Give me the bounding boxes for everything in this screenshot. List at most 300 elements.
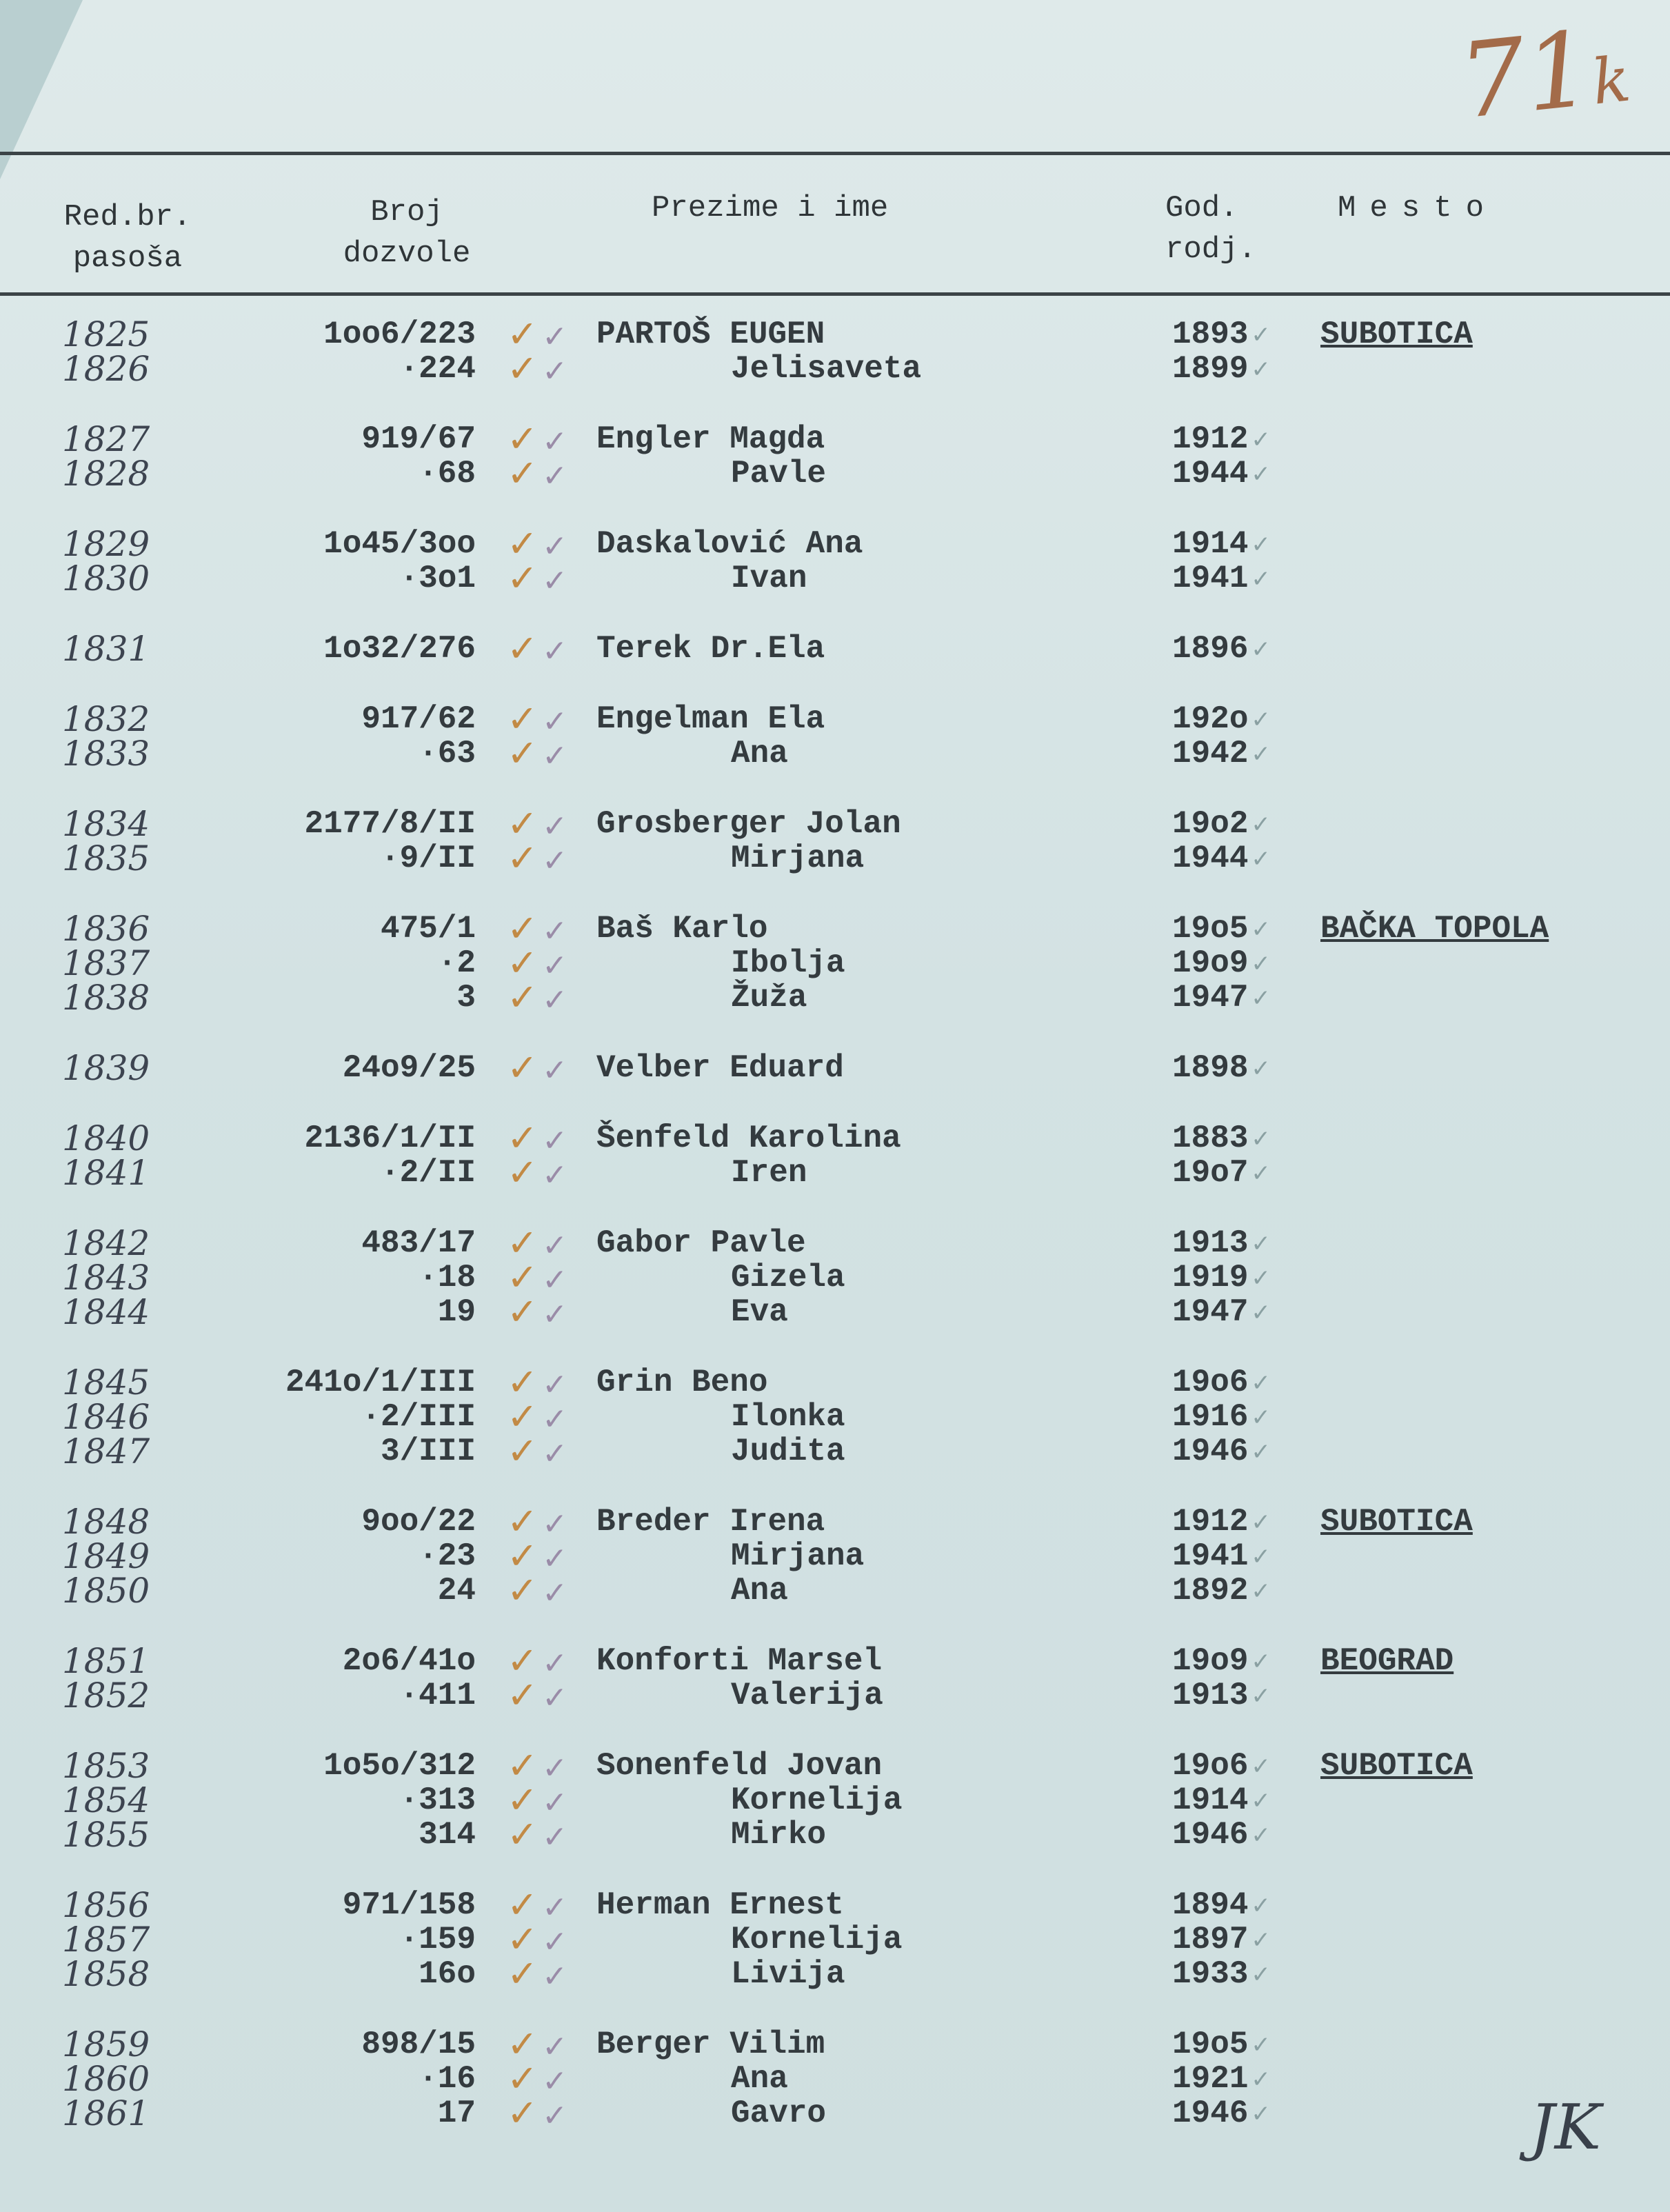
passport-number: 1836	[62, 909, 150, 949]
permit-number: 1o5o/312	[323, 1748, 476, 1784]
birth-year-value: 1919	[1172, 1260, 1249, 1296]
small-check-icon: ✓	[1251, 1892, 1271, 1920]
birth-year	[1172, 2062, 1269, 2097]
person-name: Engler Magda	[596, 421, 825, 457]
check-mark-icon: ✓ ✓	[507, 1256, 568, 1299]
person-name: Gabor Pavle	[596, 1225, 806, 1261]
birth-year	[1172, 1783, 1269, 1818]
person-name: Baš Karlo	[596, 911, 768, 947]
birth-year-value: 1899	[1172, 351, 1249, 387]
page-number	[1453, 6, 1634, 143]
small-check-icon: ✓	[1251, 461, 1271, 488]
small-check-icon: ✓	[1251, 2031, 1271, 2059]
place-of-residence: BAČKA TOPOLA	[1320, 911, 1549, 947]
birth-year	[1172, 1051, 1269, 1086]
check-mark-icon: ✓ ✓	[507, 907, 568, 950]
person-name: Herman Ernest	[596, 1887, 844, 1923]
passport-number: 1832	[62, 699, 150, 739]
table-row	[0, 1883, 1670, 1927]
entry-group	[0, 1046, 1670, 1089]
birth-year	[1172, 1644, 1269, 1679]
passport-number: 1825	[62, 314, 150, 354]
table-row	[0, 417, 1670, 461]
passport-number: 1846	[62, 1397, 150, 1437]
entry-group	[0, 1744, 1670, 1856]
check-mark-icon: ✓ ✓	[507, 1952, 568, 1995]
permit-number: ·23	[419, 1538, 476, 1574]
permit-number: 3/III	[380, 1434, 476, 1469]
person-name: Ana	[731, 1573, 788, 1609]
passport-number: 1835	[62, 838, 150, 878]
birth-year	[1172, 1400, 1269, 1435]
permit-number: 2o6/41o	[342, 1643, 476, 1679]
person-name: Breder Irena	[596, 1504, 825, 1540]
permit-number: 24o9/25	[342, 1050, 476, 1086]
small-check-icon: ✓	[1251, 1753, 1271, 1780]
small-check-icon: ✓	[1251, 1822, 1271, 1849]
check-mark-icon: ✓ ✓	[507, 1151, 568, 1194]
person-name: Grin Beno	[596, 1365, 768, 1400]
birth-year	[1172, 456, 1269, 492]
passport-number: 1838	[62, 978, 150, 1018]
check-mark-icon: ✓ ✓	[507, 1429, 568, 1473]
birth-year-value: 1914	[1172, 1782, 1249, 1818]
birth-year	[1172, 1539, 1269, 1574]
small-check-icon: ✓	[1251, 531, 1271, 559]
person-name: Mirjana	[731, 1538, 865, 1574]
table-row	[0, 1673, 1670, 1717]
entry-group	[0, 522, 1670, 600]
check-mark-icon: ✓ ✓	[507, 1395, 568, 1438]
entry-group	[0, 907, 1670, 1019]
passport-number: 1830	[62, 559, 150, 599]
small-check-icon: ✓	[1251, 1369, 1271, 1397]
small-check-icon: ✓	[1251, 1787, 1271, 1815]
table-row	[0, 522, 1670, 565]
birth-year-value: 19o2	[1172, 806, 1249, 842]
check-mark-icon: ✓ ✓	[507, 1813, 568, 1856]
birth-year	[1172, 2027, 1269, 2062]
person-name: PARTOŠ EUGEN	[596, 316, 825, 352]
place-of-residence: SUBOTICA	[1320, 1748, 1473, 1784]
permit-number: ·16	[419, 2061, 476, 2097]
place-of-residence: SUBOTICA	[1320, 316, 1473, 352]
permit-number: 1oo6/223	[323, 316, 476, 352]
permit-number: ·224	[399, 351, 476, 387]
check-mark-icon: ✓ ✓	[507, 2022, 568, 2066]
check-mark-icon: ✓ ✓	[507, 976, 568, 1019]
small-check-icon: ✓	[1251, 321, 1271, 349]
small-check-icon: ✓	[1251, 1299, 1271, 1327]
table-row	[0, 2022, 1670, 2066]
person-name: Terek Dr.Ela	[596, 631, 825, 667]
birth-year	[1172, 527, 1269, 562]
passport-number: 1843	[62, 1258, 150, 1298]
permit-number: ·2/II	[380, 1155, 476, 1191]
small-check-icon: ✓	[1251, 1438, 1271, 1466]
person-name: Kornelija	[731, 1922, 903, 1958]
permit-number: 919/67	[361, 421, 476, 457]
table-row	[0, 907, 1670, 950]
passport-number: 1829	[62, 524, 150, 564]
entry-group	[0, 802, 1670, 880]
birth-year-value: 1914	[1172, 526, 1249, 562]
small-check-icon: ✓	[1251, 1961, 1271, 1989]
passport-number: 1848	[62, 1502, 150, 1542]
small-check-icon: ✓	[1251, 2100, 1271, 2128]
small-check-icon: ✓	[1251, 950, 1271, 978]
small-check-icon: ✓	[1251, 1125, 1271, 1153]
check-mark-icon: ✓ ✓	[507, 1290, 568, 1334]
birth-year	[1172, 2096, 1269, 2131]
birth-year-value: 192o	[1172, 701, 1249, 737]
person-name: Gavro	[731, 2095, 827, 2131]
passport-number: 1852	[62, 1676, 150, 1716]
birth-year-value: 1898	[1172, 1050, 1249, 1086]
permit-number: 917/62	[361, 701, 476, 737]
birth-year-value: 1912	[1172, 421, 1249, 457]
passport-number: 1851	[62, 1641, 150, 1681]
birth-year-value: 1944	[1172, 456, 1249, 492]
check-mark-icon: ✓ ✓	[507, 312, 568, 356]
table-row	[0, 1360, 1670, 1404]
birth-year	[1172, 1260, 1269, 1296]
table-row	[0, 1429, 1670, 1473]
check-mark-icon: ✓ ✓	[507, 732, 568, 775]
table-row	[0, 1534, 1670, 1578]
birth-year	[1172, 1226, 1269, 1261]
birth-year	[1172, 1922, 1269, 1958]
birth-year	[1172, 352, 1269, 387]
person-name: Žuža	[731, 980, 807, 1016]
header-top-rule	[0, 152, 1670, 155]
permit-number: ·9/II	[380, 841, 476, 876]
passport-number: 1860	[62, 2059, 150, 2099]
entry-group	[0, 1360, 1670, 1473]
person-name: Jelisaveta	[731, 351, 922, 387]
table-row	[0, 1918, 1670, 1961]
person-name: Grosberger Jolan	[596, 806, 901, 842]
page-number-value: 71	[1453, 9, 1598, 143]
permit-number: ·313	[399, 1782, 476, 1818]
birth-year-value: 1933	[1172, 1956, 1249, 1992]
table-row	[0, 452, 1670, 495]
permit-number: 24	[437, 1573, 476, 1609]
table-row	[0, 697, 1670, 741]
person-name: Pavle	[731, 456, 827, 492]
birth-year	[1172, 1505, 1269, 1540]
passport-number: 1850	[62, 1571, 150, 1611]
birth-year	[1172, 912, 1269, 947]
person-name: Berger Vilim	[596, 2027, 825, 2062]
small-check-icon: ✓	[1251, 1648, 1271, 1676]
birth-year	[1172, 702, 1269, 737]
birth-year-value: 19o6	[1172, 1748, 1249, 1784]
birth-year	[1172, 1121, 1269, 1156]
small-check-icon: ✓	[1251, 845, 1271, 873]
passport-number: 1859	[62, 2024, 150, 2064]
small-check-icon: ✓	[1251, 636, 1271, 663]
page-number-suffix: k	[1588, 43, 1633, 119]
table-row	[0, 1221, 1670, 1265]
permit-number: ·3o1	[399, 561, 476, 596]
passport-number: 1839	[62, 1048, 150, 1088]
entry-group	[0, 417, 1670, 495]
check-mark-icon: ✓ ✓	[507, 1116, 568, 1160]
passport-number: 1837	[62, 943, 150, 983]
birth-year	[1172, 1678, 1269, 1713]
table-row	[0, 627, 1670, 670]
small-check-icon: ✓	[1251, 741, 1271, 768]
birth-year-value: 1896	[1172, 631, 1249, 667]
birth-year-value: 19o7	[1172, 1155, 1249, 1191]
table-row	[0, 976, 1670, 1019]
table-row	[0, 556, 1670, 600]
small-check-icon: ✓	[1251, 1404, 1271, 1431]
place-of-residence: BEOGRAD	[1320, 1643, 1454, 1679]
check-mark-icon: ✓ ✓	[507, 1360, 568, 1404]
permit-number: 241o/1/III	[285, 1365, 476, 1400]
check-mark-icon: ✓ ✓	[507, 697, 568, 741]
table-row	[0, 1151, 1670, 1194]
small-check-icon: ✓	[1251, 1509, 1271, 1536]
birth-year-value: 1892	[1172, 1573, 1249, 1609]
table-row	[0, 1256, 1670, 1299]
table-row	[0, 1290, 1670, 1334]
birth-year-value: 19o6	[1172, 1365, 1249, 1400]
check-mark-icon: ✓ ✓	[507, 417, 568, 461]
permit-number: ·2	[437, 945, 476, 981]
small-check-icon: ✓	[1251, 706, 1271, 734]
small-check-icon: ✓	[1251, 565, 1271, 593]
birth-year-value: 19o5	[1172, 2027, 1249, 2062]
table-row	[0, 1500, 1670, 1543]
permit-number: ·63	[419, 736, 476, 772]
birth-year	[1172, 841, 1269, 876]
person-name: Sonenfeld Jovan	[596, 1748, 883, 1784]
permit-number: 1o45/3oo	[323, 526, 476, 562]
table-row	[0, 1569, 1670, 1612]
table-row	[0, 1116, 1670, 1160]
check-mark-icon: ✓ ✓	[507, 941, 568, 985]
check-mark-icon: ✓ ✓	[507, 1918, 568, 1961]
birth-year	[1172, 1295, 1269, 1330]
small-check-icon: ✓	[1251, 1578, 1271, 1605]
table-row	[0, 347, 1670, 390]
permit-number: 898/15	[361, 2027, 476, 2062]
check-mark-icon: ✓ ✓	[507, 2091, 568, 2135]
entry-group	[0, 627, 1670, 670]
small-check-icon: ✓	[1251, 1230, 1271, 1258]
passport-number: 1840	[62, 1118, 150, 1158]
birth-year-value: 1941	[1172, 1538, 1249, 1574]
check-mark-icon: ✓ ✓	[507, 452, 568, 495]
birth-year-value: 1947	[1172, 980, 1249, 1016]
birth-year	[1172, 1156, 1269, 1191]
passport-number: 1834	[62, 804, 150, 844]
birth-year-value: 1913	[1172, 1678, 1249, 1713]
permit-number: 19	[437, 1294, 476, 1330]
passport-number: 1847	[62, 1431, 150, 1471]
birth-year-value: 1893	[1172, 316, 1249, 352]
header-godina-rodjenja: God. rodj.	[1165, 191, 1257, 267]
passport-number: 1854	[62, 1780, 150, 1820]
person-name: Ilonka	[731, 1399, 845, 1435]
birth-year	[1172, 561, 1269, 596]
table-row	[0, 1395, 1670, 1438]
entry-group	[0, 1221, 1670, 1334]
table-row	[0, 802, 1670, 845]
person-name: Ana	[731, 2061, 788, 2097]
birth-year-value: 1944	[1172, 841, 1249, 876]
permit-number: 475/1	[380, 911, 476, 947]
birth-year-value: 19o9	[1172, 945, 1249, 981]
check-mark-icon: ✓ ✓	[507, 1673, 568, 1717]
small-check-icon: ✓	[1251, 1682, 1271, 1710]
permit-number: 3	[456, 980, 476, 1016]
birth-year	[1172, 1749, 1269, 1784]
birth-year-value: 1947	[1172, 1294, 1249, 1330]
passport-number: 1844	[62, 1292, 150, 1332]
birth-year-value: 1921	[1172, 2061, 1249, 2097]
birth-year-value: 1897	[1172, 1922, 1249, 1958]
birth-year	[1172, 1434, 1269, 1469]
table-row	[0, 836, 1670, 880]
header-red-br: Red.br. pasoša	[63, 200, 192, 276]
small-check-icon: ✓	[1251, 1160, 1271, 1187]
passport-number: 1861	[62, 2093, 150, 2133]
header-prezime-ime: Prezime i ime	[652, 191, 889, 225]
birth-year	[1172, 1818, 1269, 1853]
birth-year-value: 1942	[1172, 736, 1249, 772]
person-name: Ibolja	[731, 945, 845, 981]
check-mark-icon: ✓ ✓	[507, 347, 568, 390]
check-mark-icon: ✓ ✓	[507, 1883, 568, 1927]
small-check-icon: ✓	[1251, 1543, 1271, 1571]
birth-year-value: 19o5	[1172, 911, 1249, 947]
small-check-icon: ✓	[1251, 356, 1271, 383]
permit-number: 2136/1/II	[304, 1120, 476, 1156]
check-mark-icon: ✓ ✓	[507, 1534, 568, 1578]
table-row	[0, 941, 1670, 985]
permit-number: ·68	[419, 456, 476, 492]
person-name: Velber Eduard	[596, 1050, 844, 1086]
entry-group	[0, 1883, 1670, 1995]
check-mark-icon: ✓ ✓	[507, 1046, 568, 1089]
person-name: Ana	[731, 736, 788, 772]
check-mark-icon: ✓ ✓	[507, 627, 568, 670]
person-name: Iren	[731, 1155, 807, 1191]
check-mark-icon: ✓ ✓	[507, 556, 568, 600]
passport-number: 1826	[62, 349, 150, 389]
passport-number: 1858	[62, 1954, 150, 1994]
person-name: Kornelija	[731, 1782, 903, 1818]
check-mark-icon: ✓ ✓	[507, 2057, 568, 2100]
table-row	[0, 1046, 1670, 1089]
birth-year	[1172, 1888, 1269, 1923]
table-row	[0, 1639, 1670, 1682]
birth-year	[1172, 981, 1269, 1016]
birth-year-value: 1912	[1172, 1504, 1249, 1540]
birth-year-value: 1946	[1172, 1434, 1249, 1469]
birth-year	[1172, 946, 1269, 981]
birth-year	[1172, 632, 1269, 667]
birth-year	[1172, 317, 1269, 352]
permit-number: 1o32/276	[323, 631, 476, 667]
check-mark-icon: ✓ ✓	[507, 802, 568, 845]
passport-number: 1828	[62, 454, 150, 494]
check-mark-icon: ✓ ✓	[507, 836, 568, 880]
birth-year-value: 1946	[1172, 2095, 1249, 2131]
permit-number: 9oo/22	[361, 1504, 476, 1540]
person-name: Judita	[731, 1434, 845, 1469]
check-mark-icon: ✓ ✓	[507, 1221, 568, 1265]
entry-group	[0, 697, 1670, 775]
check-mark-icon: ✓ ✓	[507, 1500, 568, 1543]
birth-year	[1172, 1573, 1269, 1609]
birth-year	[1172, 736, 1269, 772]
table-row	[0, 732, 1670, 775]
small-check-icon: ✓	[1251, 1055, 1271, 1083]
check-mark-icon: ✓ ✓	[507, 1569, 568, 1612]
permit-number: ·2/III	[361, 1399, 476, 1435]
passport-number: 1841	[62, 1153, 150, 1193]
birth-year-value: 1916	[1172, 1399, 1249, 1435]
passport-number: 1842	[62, 1223, 150, 1263]
birth-year-value: 1946	[1172, 1817, 1249, 1853]
birth-year-value: 1894	[1172, 1887, 1249, 1923]
handwritten-initials: JK	[1529, 2091, 1601, 2164]
permit-number: 2177/8/II	[304, 806, 476, 842]
person-name: Valerija	[731, 1678, 883, 1713]
permit-number: ·18	[419, 1260, 476, 1296]
passport-number: 1845	[62, 1363, 150, 1402]
header-mesto: Mesto	[1338, 191, 1498, 225]
small-check-icon: ✓	[1251, 1265, 1271, 1292]
permit-number: ·159	[399, 1922, 476, 1958]
birth-year-value: 1883	[1172, 1120, 1249, 1156]
permit-number: 971/158	[342, 1887, 476, 1923]
header-broj-dozvole: Broj dozvole	[343, 195, 471, 271]
permit-number: ·411	[399, 1678, 476, 1713]
person-name: Daskalović Ana	[596, 526, 863, 562]
place-of-residence: SUBOTICA	[1320, 1504, 1473, 1540]
birth-year	[1172, 1957, 1269, 1992]
table-row	[0, 312, 1670, 356]
birth-year-value: 1913	[1172, 1225, 1249, 1261]
check-mark-icon: ✓ ✓	[507, 1744, 568, 1787]
passport-number: 1849	[62, 1536, 150, 1576]
small-check-icon: ✓	[1251, 985, 1271, 1012]
small-check-icon: ✓	[1251, 1927, 1271, 1954]
table-row	[0, 1813, 1670, 1856]
birth-year	[1172, 807, 1269, 842]
check-mark-icon: ✓ ✓	[507, 1639, 568, 1682]
person-name: Eva	[731, 1294, 788, 1330]
person-name: Gizela	[731, 1260, 845, 1296]
table-row	[0, 1778, 1670, 1822]
check-mark-icon: ✓ ✓	[507, 1778, 568, 1822]
small-check-icon: ✓	[1251, 916, 1271, 943]
check-mark-icon: ✓ ✓	[507, 522, 568, 565]
passport-number: 1857	[62, 1920, 150, 1960]
birth-year	[1172, 422, 1269, 457]
permit-number: 314	[419, 1817, 476, 1853]
permit-number: 16o	[419, 1956, 476, 1992]
passport-number: 1831	[62, 629, 150, 669]
entry-group	[0, 2022, 1670, 2135]
person-name: Engelman Ela	[596, 701, 825, 737]
